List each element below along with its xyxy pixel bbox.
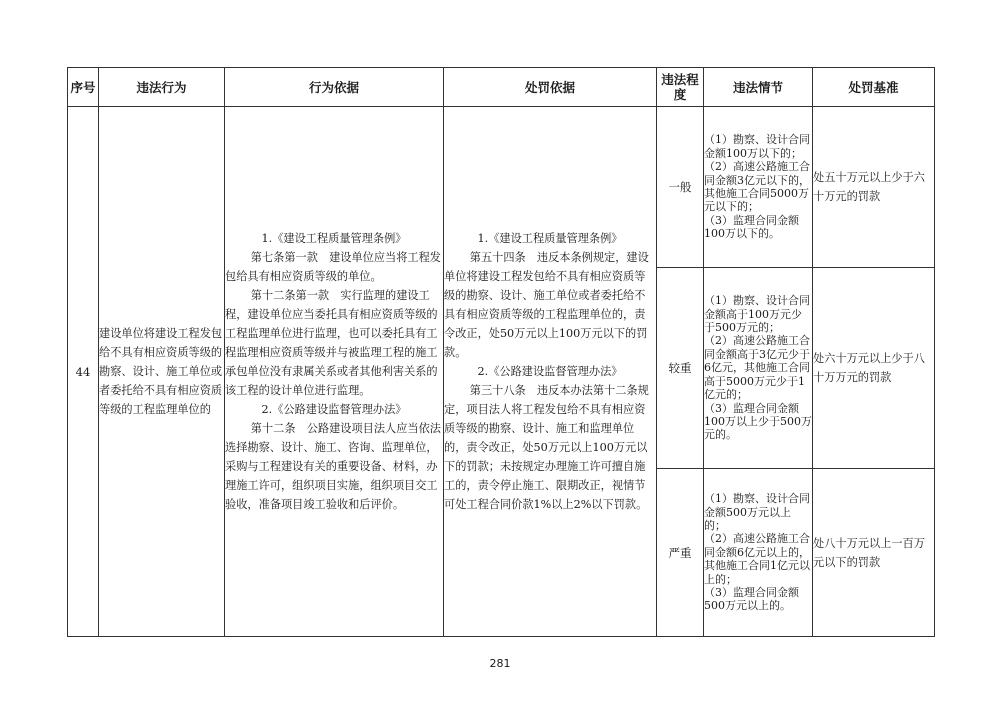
basis-article-12: 第十二条第一款 实行监理的建设工程，建设单位应当委托具有相应资质等级的工程监理单位进行监理，也可以委托具有工程监理相应资质等级并与被监理工程的施工承包单位没有隶属关系或者其他利害关系的该工程的设计单位进行监理。 (225, 289, 438, 397)
standard-general: 处五十万元以上少于六十万元的罚款 (813, 107, 935, 268)
degree-severe: 严重 (657, 469, 704, 637)
row-behavior: 建设单位将建设工程发包给不具有相应资质等级的勘察、设计、施工单位或者委托给不具有相应资质等级的工程监理单位的 (99, 107, 225, 637)
header-behavior: 违法行为 (99, 68, 225, 107)
basis-article-12b: 第十二条 公路建设项目法人应当依法选择勘察、设计、施工、咨询、监理单位，采购与工程建设有关的重要设备、材料，办理施工许可，组织项目实施，组织项目交工验收，准备项目竣工验收和后评价。 (225, 422, 441, 511)
circ-general-1: （1）勘察、设计合同金额100万以下的； (704, 133, 810, 160)
circ-serious-3: （3）监理合同金额100万以上少于500万元的。 (704, 401, 812, 442)
header-basis: 行为依据 (225, 68, 444, 107)
punish-law-1: 1.《建设工程质量管理条例》 (477, 232, 623, 245)
table-row (68, 107, 935, 268)
header-seq: 序号 (68, 68, 99, 107)
circumstance-severe (704, 469, 813, 637)
standard-serious: 处六十万元以上少于八十万万元的罚款 (813, 268, 935, 469)
basis-law-2: 2.《公路建设监督管理办法》 (261, 403, 407, 416)
header-punish-basis: 处罚依据 (444, 68, 657, 107)
circ-serious-2: （2）高速公路施工合同金额高于3亿元少于6亿元，其他施工合同高于5000万元少于1亿元的； (704, 334, 810, 402)
punish-law-2: 2.《公路建设监督管理办法》 (477, 365, 623, 378)
header-degree: 违法程度 (657, 68, 704, 107)
circumstance-serious (704, 268, 813, 469)
header-circumstance: 违法情节 (704, 68, 813, 107)
row-basis (225, 107, 444, 637)
circumstance-general (704, 107, 813, 268)
header-row (68, 68, 935, 107)
header-standard: 处罚基准 (813, 68, 935, 107)
basis-law-1: 1.《建设工程质量管理条例》 (261, 232, 407, 245)
row-punish-basis (444, 107, 657, 637)
page-number: 281 (489, 657, 511, 670)
punish-article-38: 第三十八条 违反本办法第十二条规定，项目法人将工程发包给不具有相应资质等级的勘察、设计、施工和监理单位的，责令改正，处50万元以上100万元以下的罚款；未按规定办理施工许可擅自施工的，责令停止施工、限期改正，视情节可处工程合同价款1%以上2%以下罚款。 (444, 384, 649, 511)
standard-severe: 处八十万元以上一百万元以下的罚款 (813, 469, 935, 637)
circ-severe-1: （1）勘察、设计合同金额500万元以上的； (704, 492, 810, 532)
basis-article-7: 第七条第一款 建设单位应当将工程发包给具有相应资质等级的单位。 (225, 251, 441, 283)
punish-article-54: 第五十四条 违反本条例规定，建设单位将建设工程发包给不具有相应资质等级的勘察、设计、施工单位或者委托给不具有相应资质等级的工程监理单位的，责令改正，处50万元以上100万元以下的罚款。 (444, 251, 649, 359)
circ-serious-1: （1）勘察、设计合同金额高于100万元少于500万元的； (704, 294, 810, 335)
circ-severe-2: （2）高速公路施工合同金额6亿元以上的，其他施工合同1亿元以上的； (704, 532, 810, 586)
circ-general-3: （3）监理合同金额100万以下的。 (704, 213, 799, 241)
degree-serious: 较重 (657, 268, 704, 469)
circ-general-2: （2）高速公路施工合同金额3亿元以下的，其他施工合同5000万元以下的； (704, 160, 810, 214)
degree-general: 一般 (657, 107, 704, 268)
row-seq: 44 (68, 107, 99, 637)
penalty-table (67, 67, 935, 637)
circ-severe-3: （3）监理合同金额500万元以上的。 (704, 586, 799, 613)
